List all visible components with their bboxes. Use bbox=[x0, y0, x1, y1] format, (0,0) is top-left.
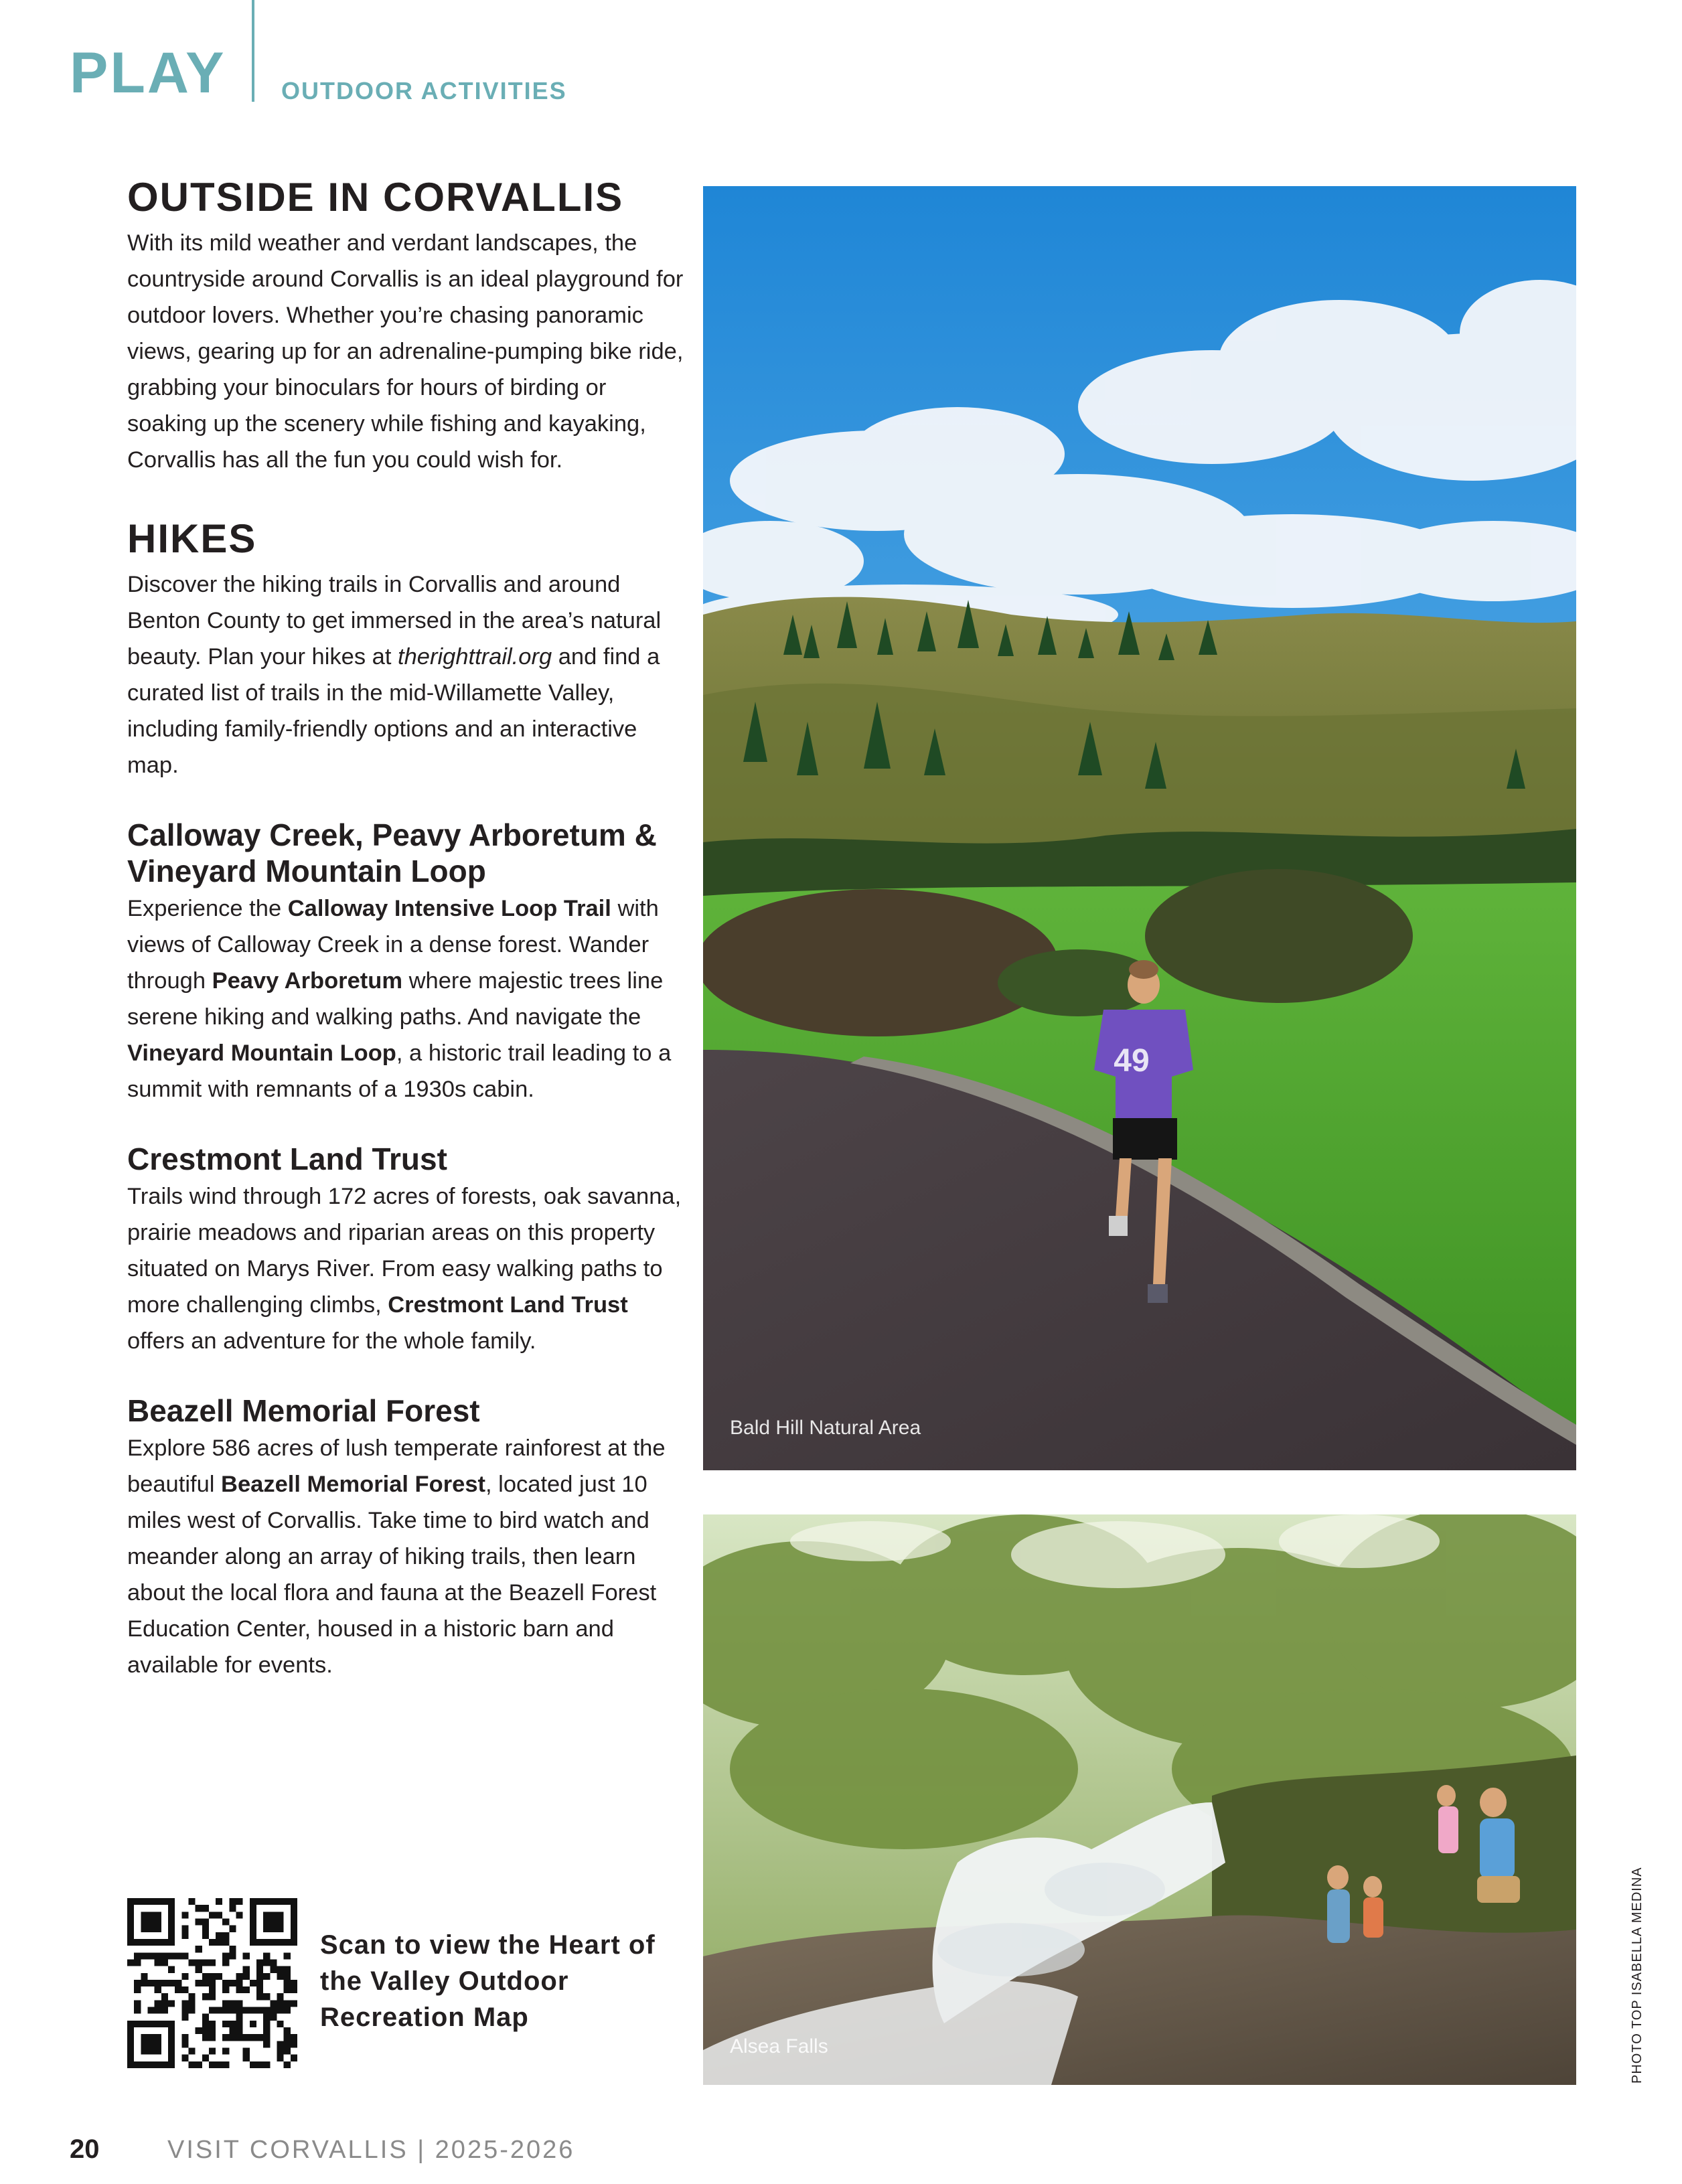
photo-caption-bottom: Alsea Falls bbox=[730, 2035, 828, 2057]
intro-paragraph: With its mild weather and verdant landscapes, the countryside around Corvallis is an ideal playground for outdoor lovers. Whether you’re chasing panoramic views, gearing up for an adrenaline-pumping bike ride, grabbing your binoculars for hours of birding or soaking up the scenery while fishing and kayaking, Corvallis has all the fun you could wish for. bbox=[127, 230, 684, 473]
page-number: 20 bbox=[70, 2134, 100, 2164]
trail-website-link[interactable]: therighttrail.org bbox=[398, 644, 552, 670]
calloway-text-2: with views of Calloway Creek in a dense forest. Wander through bbox=[127, 896, 659, 994]
beazell-text-2: , located just 10 miles west of Corvallis. Take time to bird watch and meander along an array of hiking trails, then learn about the local flora and fauna at the Beazell Forest Education Center, housed in a historic barn and available for events. bbox=[127, 1472, 657, 1678]
intro-title: OUTSIDE IN CORVALLIS bbox=[127, 175, 624, 220]
crestmont-title: Crestmont Land Trust bbox=[127, 1142, 447, 1176]
hikes-intro-text-end: and find a curated list of trails in the mid-Willamette Valley, including family-friendly options and an interactive map. bbox=[127, 644, 660, 778]
beazell-paragraph bbox=[127, 1430, 690, 1683]
photo-credit: PHOTO TOP ISABELLA MEDINA bbox=[1630, 1867, 1645, 2084]
qr-code[interactable] bbox=[127, 1898, 297, 2068]
hikes-intro-paragraph bbox=[127, 566, 690, 783]
beazell-text-1: Explore 586 acres of lush temperate rainforest at the beautiful bbox=[127, 1435, 666, 1497]
calloway-paragraph bbox=[127, 890, 690, 1107]
header-divider bbox=[252, 0, 254, 102]
beazell-title: Beazell Memorial Forest bbox=[127, 1393, 480, 1428]
section-label: PLAY bbox=[70, 41, 226, 105]
peavy-arboretum-name: Peavy Arboretum bbox=[212, 968, 403, 994]
calloway-trail-name: Calloway Intensive Loop Trail bbox=[287, 896, 611, 921]
beazell-name: Beazell Memorial Forest bbox=[221, 1472, 485, 1497]
calloway-text-4: , a historic trail leading to a summit with remnants of a 1930s cabin. bbox=[127, 1040, 672, 1102]
vineyard-loop-name: Vineyard Mountain Loop bbox=[127, 1040, 396, 1066]
qr-caption: Scan to view the Heart of the Valley Outdoor Recreation Map bbox=[320, 1930, 656, 2032]
section-sublabel: OUTDOOR ACTIVITIES bbox=[281, 77, 567, 104]
crestmont-text-1: Trails wind through 172 acres of forests, oak savanna, prairie meadows and riparian areas on this property situated on Marys River. From easy walking paths to more challenging climbs, bbox=[127, 1184, 682, 1318]
photo-alsea-falls bbox=[703, 1514, 1576, 2085]
hikes-intro-text: Discover the hiking trails in Corvallis and around Benton County to get immersed in the area’s natural beauty. Plan your hikes at bbox=[127, 572, 662, 670]
photo-caption-top: Bald Hill Natural Area bbox=[730, 1417, 921, 1439]
calloway-title: Calloway Creek, Peavy Arboretum & Vineyard Mountain Loop bbox=[127, 817, 657, 888]
runner-number: 49 bbox=[1114, 1043, 1150, 1079]
publication-footer: VISIT CORVALLIS | 2025-2026 bbox=[167, 2136, 575, 2164]
hikes-title: HIKES bbox=[127, 516, 257, 561]
crestmont-name: Crestmont Land Trust bbox=[388, 1292, 628, 1318]
photo-bald-hill bbox=[703, 186, 1576, 1470]
calloway-text-1: Experience the bbox=[127, 896, 288, 921]
calloway-text-3: where majestic trees line serene hiking and walking paths. And navigate the bbox=[127, 968, 664, 1030]
crestmont-paragraph bbox=[127, 1178, 690, 1359]
crestmont-text-2: offers an adventure for the whole family. bbox=[127, 1328, 536, 1354]
article-column bbox=[127, 175, 690, 1683]
